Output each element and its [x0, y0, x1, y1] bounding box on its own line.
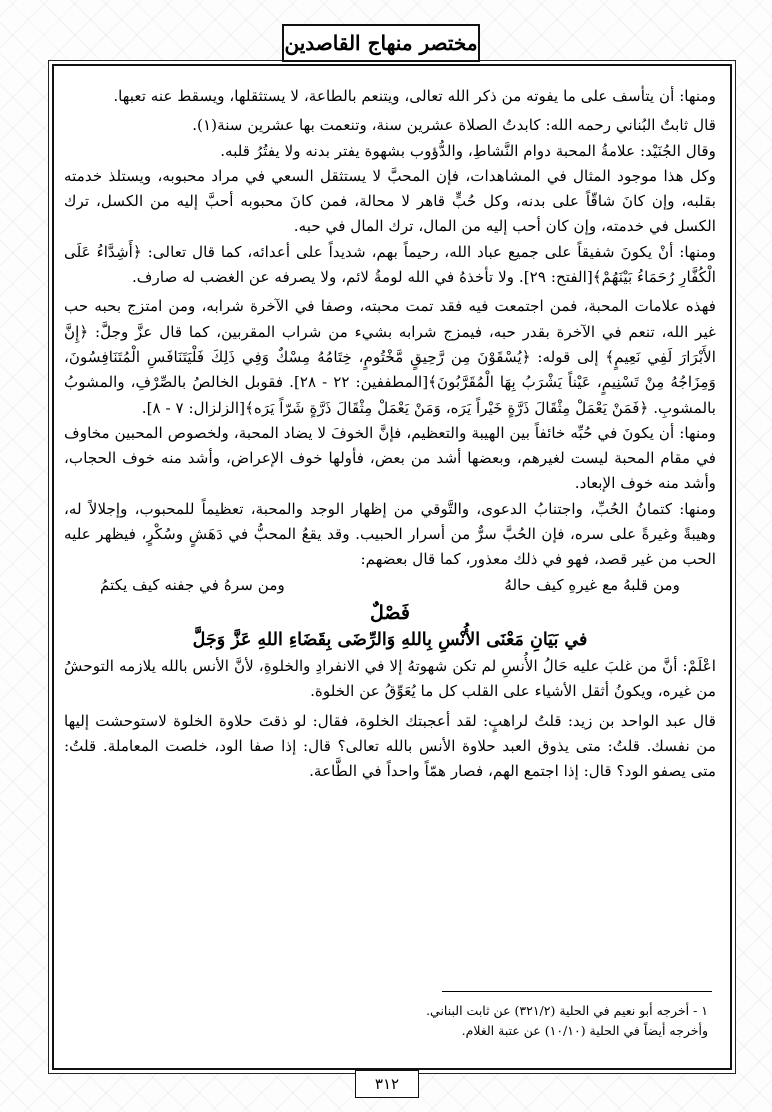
section-subheading: في بَيَانِ مَعْنَى الأُنْسِ بِاللهِ وَالرِّضَى بِقَضَاءِ اللهِ عَزَّ وَجَلَّ: [192, 629, 588, 650]
footnote: ١ - أخرجه أبو نعيم في الحلية (٣٢١/٢) عن ثابت البناني.: [426, 1003, 708, 1018]
page-number: [355, 1070, 419, 1098]
paragraph: ومنها: أنْ يكونَ شفيقاً على جميع عباد الله، رحيماً بهم، شديداً على أعدائه، كما قال تعالى: ﴿أَشِدَّاءُ عَلَى الْكُفَّارِ رُحَمَاءُ بَيْنَهُمْ﴾[الفتح: ٢٩]. ولا تأخذهُ في الله لومةُ لائم، ولا يصرفه عن الغضب له صارف.: [64, 242, 716, 287]
verse-first-hemistich: ومن قلبهُ مع غيرهِ كيف حالهُ: [504, 575, 680, 594]
paragraph: فهذه علامات المحبة، فمن اجتمعت فيه فقد تمت محبته، وصفا في الآخرة شرابه، ومن امتزج بحبه حب غير الله، تنعم في الآخرة بقدر حبه، فيمزج شرابه بشيء من شراب المقربين، كما قال عزَّ وجلَّ: ﴿إِنَّ الأَبْرَارَ لَفِي نَعِيمٍ﴾ إلى قوله: ﴿يُسْقَوْنَ مِن رَّحِيقٍ مَّخْتُومٍ، خِتَامُهُ مِسْكٌ وَفِي ذَلِكَ فَلْيَتَنَافَسِ الْمُتَنَافِسُونَ، وَمِزَاجُهُ مِنْ تَسْنِيمٍ، عَيْناً يَشْرَبُ بِهَا الْمُقَرَّبُونَ﴾[المطففين: ٢٢ - ٢٨]. فقوبل الخالصُ بالصِّرْفِ، والمشوبُ بالمشوبِ. ﴿فَمَنْ يَعْمَلْ مِثْقَالَ ذَرَّةٍ خَيْراً يَرَه، وَمَنْ يَعْمَلْ مِثْقَالَ ذَرَّةٍ شَرّاً يَرَه﴾[الزلزال: ٧ - ٨].: [64, 297, 716, 417]
paragraph: قال عبد الواحد بن زيد: قلتُ لراهبٍ: لقد أعجبتك الخلوة، فقال: لو ذقتَ حلاوة الخلوة لاستوحشت إليها من نفسك. قلتُ: متى يذوق العبد حلاوة الأنس بالله تعالى؟ قال: إذا صفا الود، خلصت المعاملة. قلتُ: متى يصفو الود؟ قال: إذا اجتمع الهم، فصار همّاً واحداً في الطَّاعة.: [64, 711, 716, 781]
paragraph: وقال الجُنَيْد: علامةُ المحبة دوام النَّشاطِ، والدُّؤوب بشهوة يفتر بدنه ولا يفتُرُ قلبه.: [220, 141, 716, 160]
book-title: مختصر منهاج القاصدين: [284, 31, 478, 55]
poetry-verse: [64, 573, 716, 598]
paragraph: ومنها: أن يكونَ في حُبِّه خائفاً بين الهيبة والتعظيم، فإنَّ الخوفَ لا يضاد المحبة، ولخصوص المحبين مخاوف في مقام المحبة ليست لغيرهم، وبعضها أشد من بعض، فأولها خوف الإعراض، وأشد منه خوف الحجاب، وأشد منه خوف الإبعاد.: [64, 423, 716, 493]
footnote: وأخرجه أيضاً في الحلية (١٠/١٠) عن عتبة الغلام.: [461, 1023, 708, 1038]
footnote-divider: [442, 991, 712, 992]
verse-second-hemistich: ومن سرهُ في جفنه كيف يكتمُ: [100, 575, 285, 594]
paragraph: ومنها: كتمانُ الحُبِّ، واجتنابُ الدعوى، والتَّوقي من إظهار الوجد والمحبة، تعظيماً للمحبوب، وإجلالاً له، وهيبةً وغيرةً على سره، فإن الحُبَّ سرٌّ من أسرار الحبيب. وقد يقعُ المحبُّ في دَهَشٍ وسُكْرٍ، فيظهر عليه الحب من غير قصد، فهو في ذلك معذور، كما قال بعضهم:: [64, 499, 716, 569]
page-number-text: ٣١٢: [374, 1075, 400, 1093]
footnotes: [308, 1001, 708, 1041]
paragraph: ومنها: أن يتأسف على ما يفوته من ذكر الله تعالى، ويتنعم بالطاعة، لا يستثقلها، ويسقط عنه تعبها.: [113, 87, 716, 105]
paragraph: اعْلَمْ: أنَّ من غلبَ عليه حَالُ الأُنسِ لم تكن شهوتهُ إلا في الانفرادِ والخلوةِ، لأنَّ الأنس بالله يلازمه التوحشُ من غيره، ويكونُ أثقل الأشياء على القلب كل ما يُعَوِّقُ عن الخلوة.: [64, 656, 716, 701]
running-header: [282, 24, 480, 62]
paragraph: وكل هذا موجود المثال في المشاهدات، فإن المحبَّ لا يستثقل السعي في مراد محبوبه، ويستلذ خدمته بقلبه، وإن كانَ شاقّاً على بدنه، وكل حُبٍّ قاهر لا محالة، فمن كانَ محبوبه أحبَّ إليه من الكسل، ترك الكسل في خدمته، وإن كان أحب إليه من المال، ترك المال في حبه.: [64, 166, 716, 236]
paragraph: قال ثابتٌ البُناني رحمه الله: كابدتُ الصلاة عشرين سنة، وتنعمت بها عشرين سنة(١).: [192, 116, 716, 135]
body-text: [64, 84, 716, 784]
section-heading: فَصْلٌ: [370, 601, 410, 624]
